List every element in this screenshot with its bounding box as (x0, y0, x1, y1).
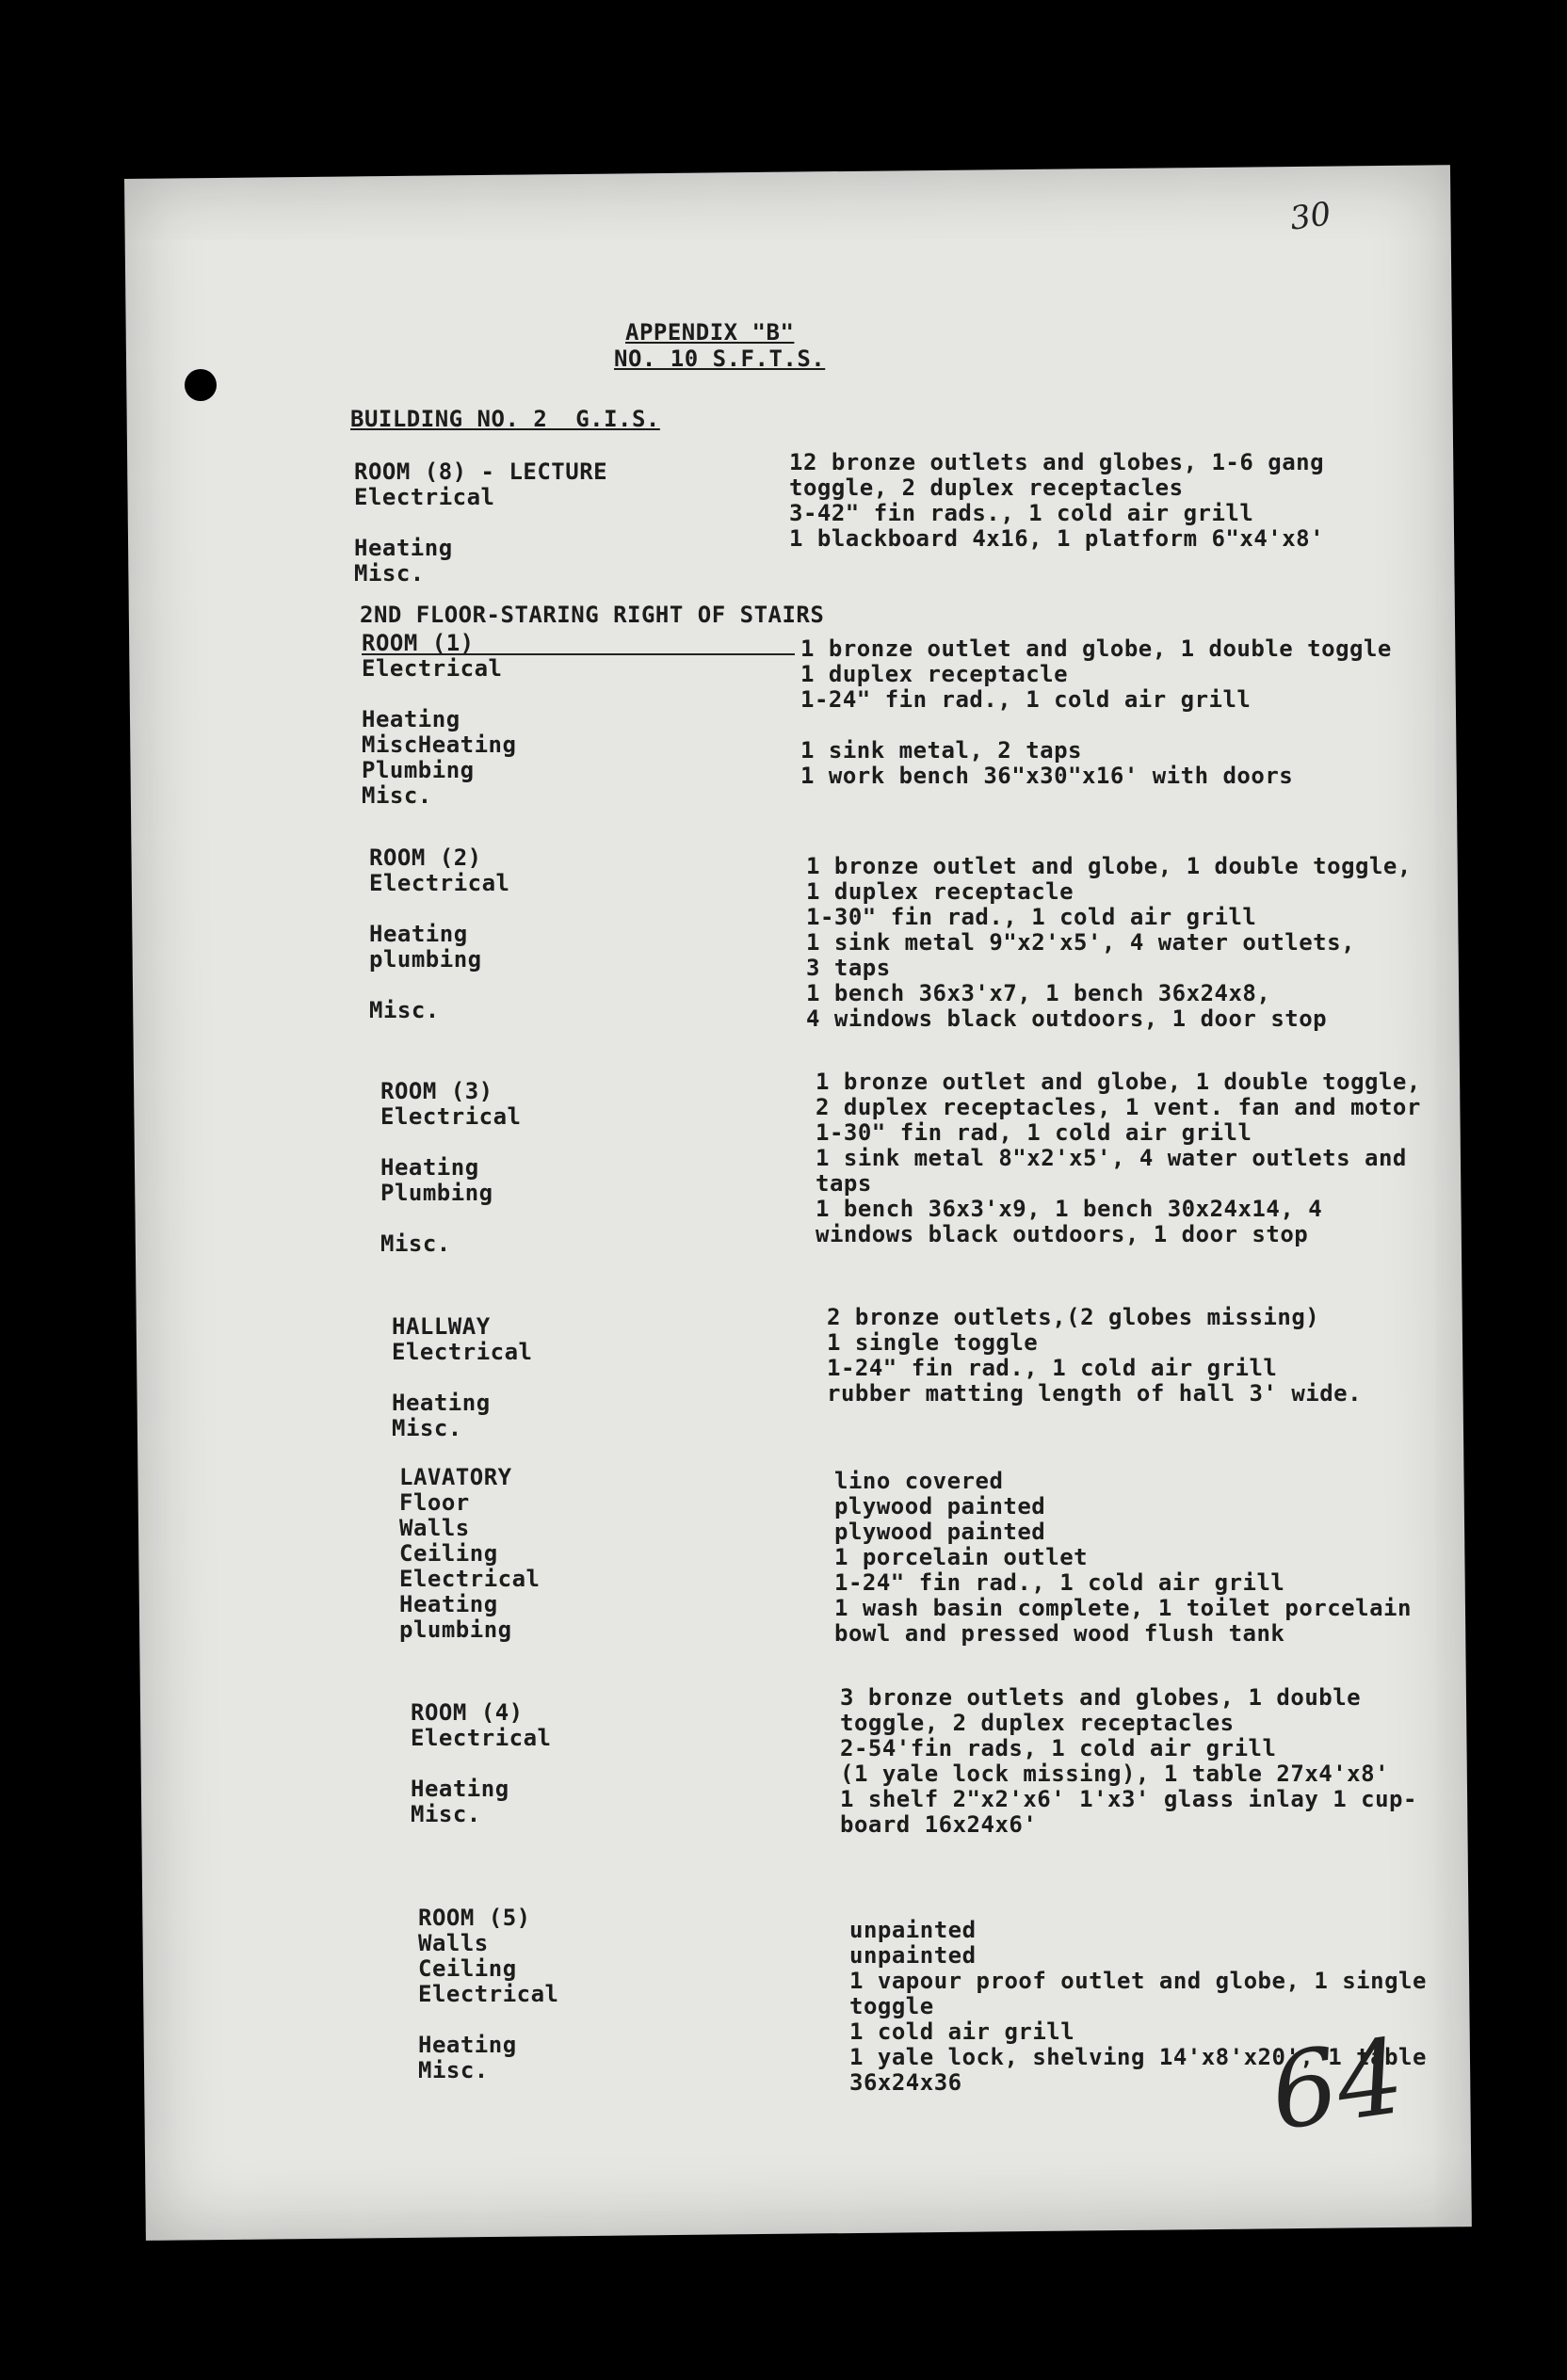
punch-hole (185, 369, 217, 401)
hallway-values: 2 bronze outlets,(2 globes missing) 1 single toggle 1-24" fin rad., 1 cold air grill rubber matting length of hall 3' wide. (827, 1304, 1363, 1407)
lavatory-values: lino covered plywood painted plywood painted 1 porcelain outlet 1-24" fin rad., 1 cold air grill 1 wash basin complete, 1 toilet porcelain bowl and pressed wood flush tank (834, 1468, 1412, 1647)
page-number-mark: 30 (1287, 195, 1333, 238)
lavatory-labels: LAVATORY Floor Walls Ceiling Electrical Heating plumbing (399, 1464, 541, 1643)
room-8-labels: ROOM (8) - LECTURE Electrical Heating Misc. (354, 458, 608, 587)
room-3-labels: ROOM (3) Electrical Heating Plumbing Misc. (380, 1078, 522, 1257)
room-2-values: 1 bronze outlet and globe, 1 double toggle, 1 duplex receptacle 1-30" fin rad., 1 cold air grill 1 sink metal 9"x2'x5', 4 water outlets, 3 taps 1 bench 36x3'x7, 1 bench 36x24x8, 4 windows black outdoors, 1 door stop (806, 853, 1412, 1032)
floor-section-heading: 2ND FLOOR-STARING RIGHT OF STAIRS (360, 602, 825, 628)
appendix-title: APPENDIX "B" (625, 319, 795, 346)
folio-mark: 64 (1263, 2015, 1412, 2154)
room-3-values: 1 bronze outlet and globe, 1 double toggle, 2 duplex receptacles, 1 vent. fan and motor 1-30" fin rad, 1 cold air grill 1 sink metal 8"x2'x5', 4 water outlets and taps 1 bench 36x3'x9, 1 bench 30x24x14, 4 windows black outdoors, 1 door stop (816, 1069, 1421, 1247)
room-1-values: 1 bronze outlet and globe, 1 double toggle 1 duplex receptacle 1-24" fin rad., 1 cold air grill 1 sink metal, 2 taps 1 work bench 36"x30"x16' with doors (800, 635, 1392, 789)
room-1-labels: ROOM (1) Electrical Heating MiscHeating Plumbing Misc. (362, 630, 517, 809)
room-4-labels: ROOM (4) Electrical Heating Misc. (411, 1699, 552, 1827)
room-8-values: 12 bronze outlets and globes, 1-6 gang toggle, 2 duplex receptacles 3-42" fin rads., 1 cold air grill 1 blackboard 4x16, 1 platform 6"x4'x8' (789, 449, 1325, 552)
room-5-labels: ROOM (5) Walls Ceiling Electrical Heating Misc. (418, 1905, 559, 2083)
hallway-labels: HALLWAY Electrical Heating Misc. (392, 1313, 533, 1441)
appendix-subtitle: NO. 10 S.F.T.S. (614, 346, 826, 372)
room-5-values: unpainted unpainted 1 vapour proof outlet and globe, 1 single toggle 1 cold air grill 1 yale lock, shelving 14'x8'x20', 1 table 36x24x36 (849, 1917, 1427, 2096)
room-2-labels: ROOM (2) Electrical Heating plumbing Misc. (369, 844, 510, 1023)
building-heading: BUILDING NO. 2 G.I.S. (350, 406, 660, 432)
room-4-values: 3 bronze outlets and globes, 1 double toggle, 2 duplex receptacles 2-54'fin rads, 1 cold air grill (1 yale lock missing), 1 table 27x4'x8' 1 shelf 2"x2'x6' 1'x3' glass inlay 1 cup- board 16x24x6' (840, 1684, 1417, 1838)
